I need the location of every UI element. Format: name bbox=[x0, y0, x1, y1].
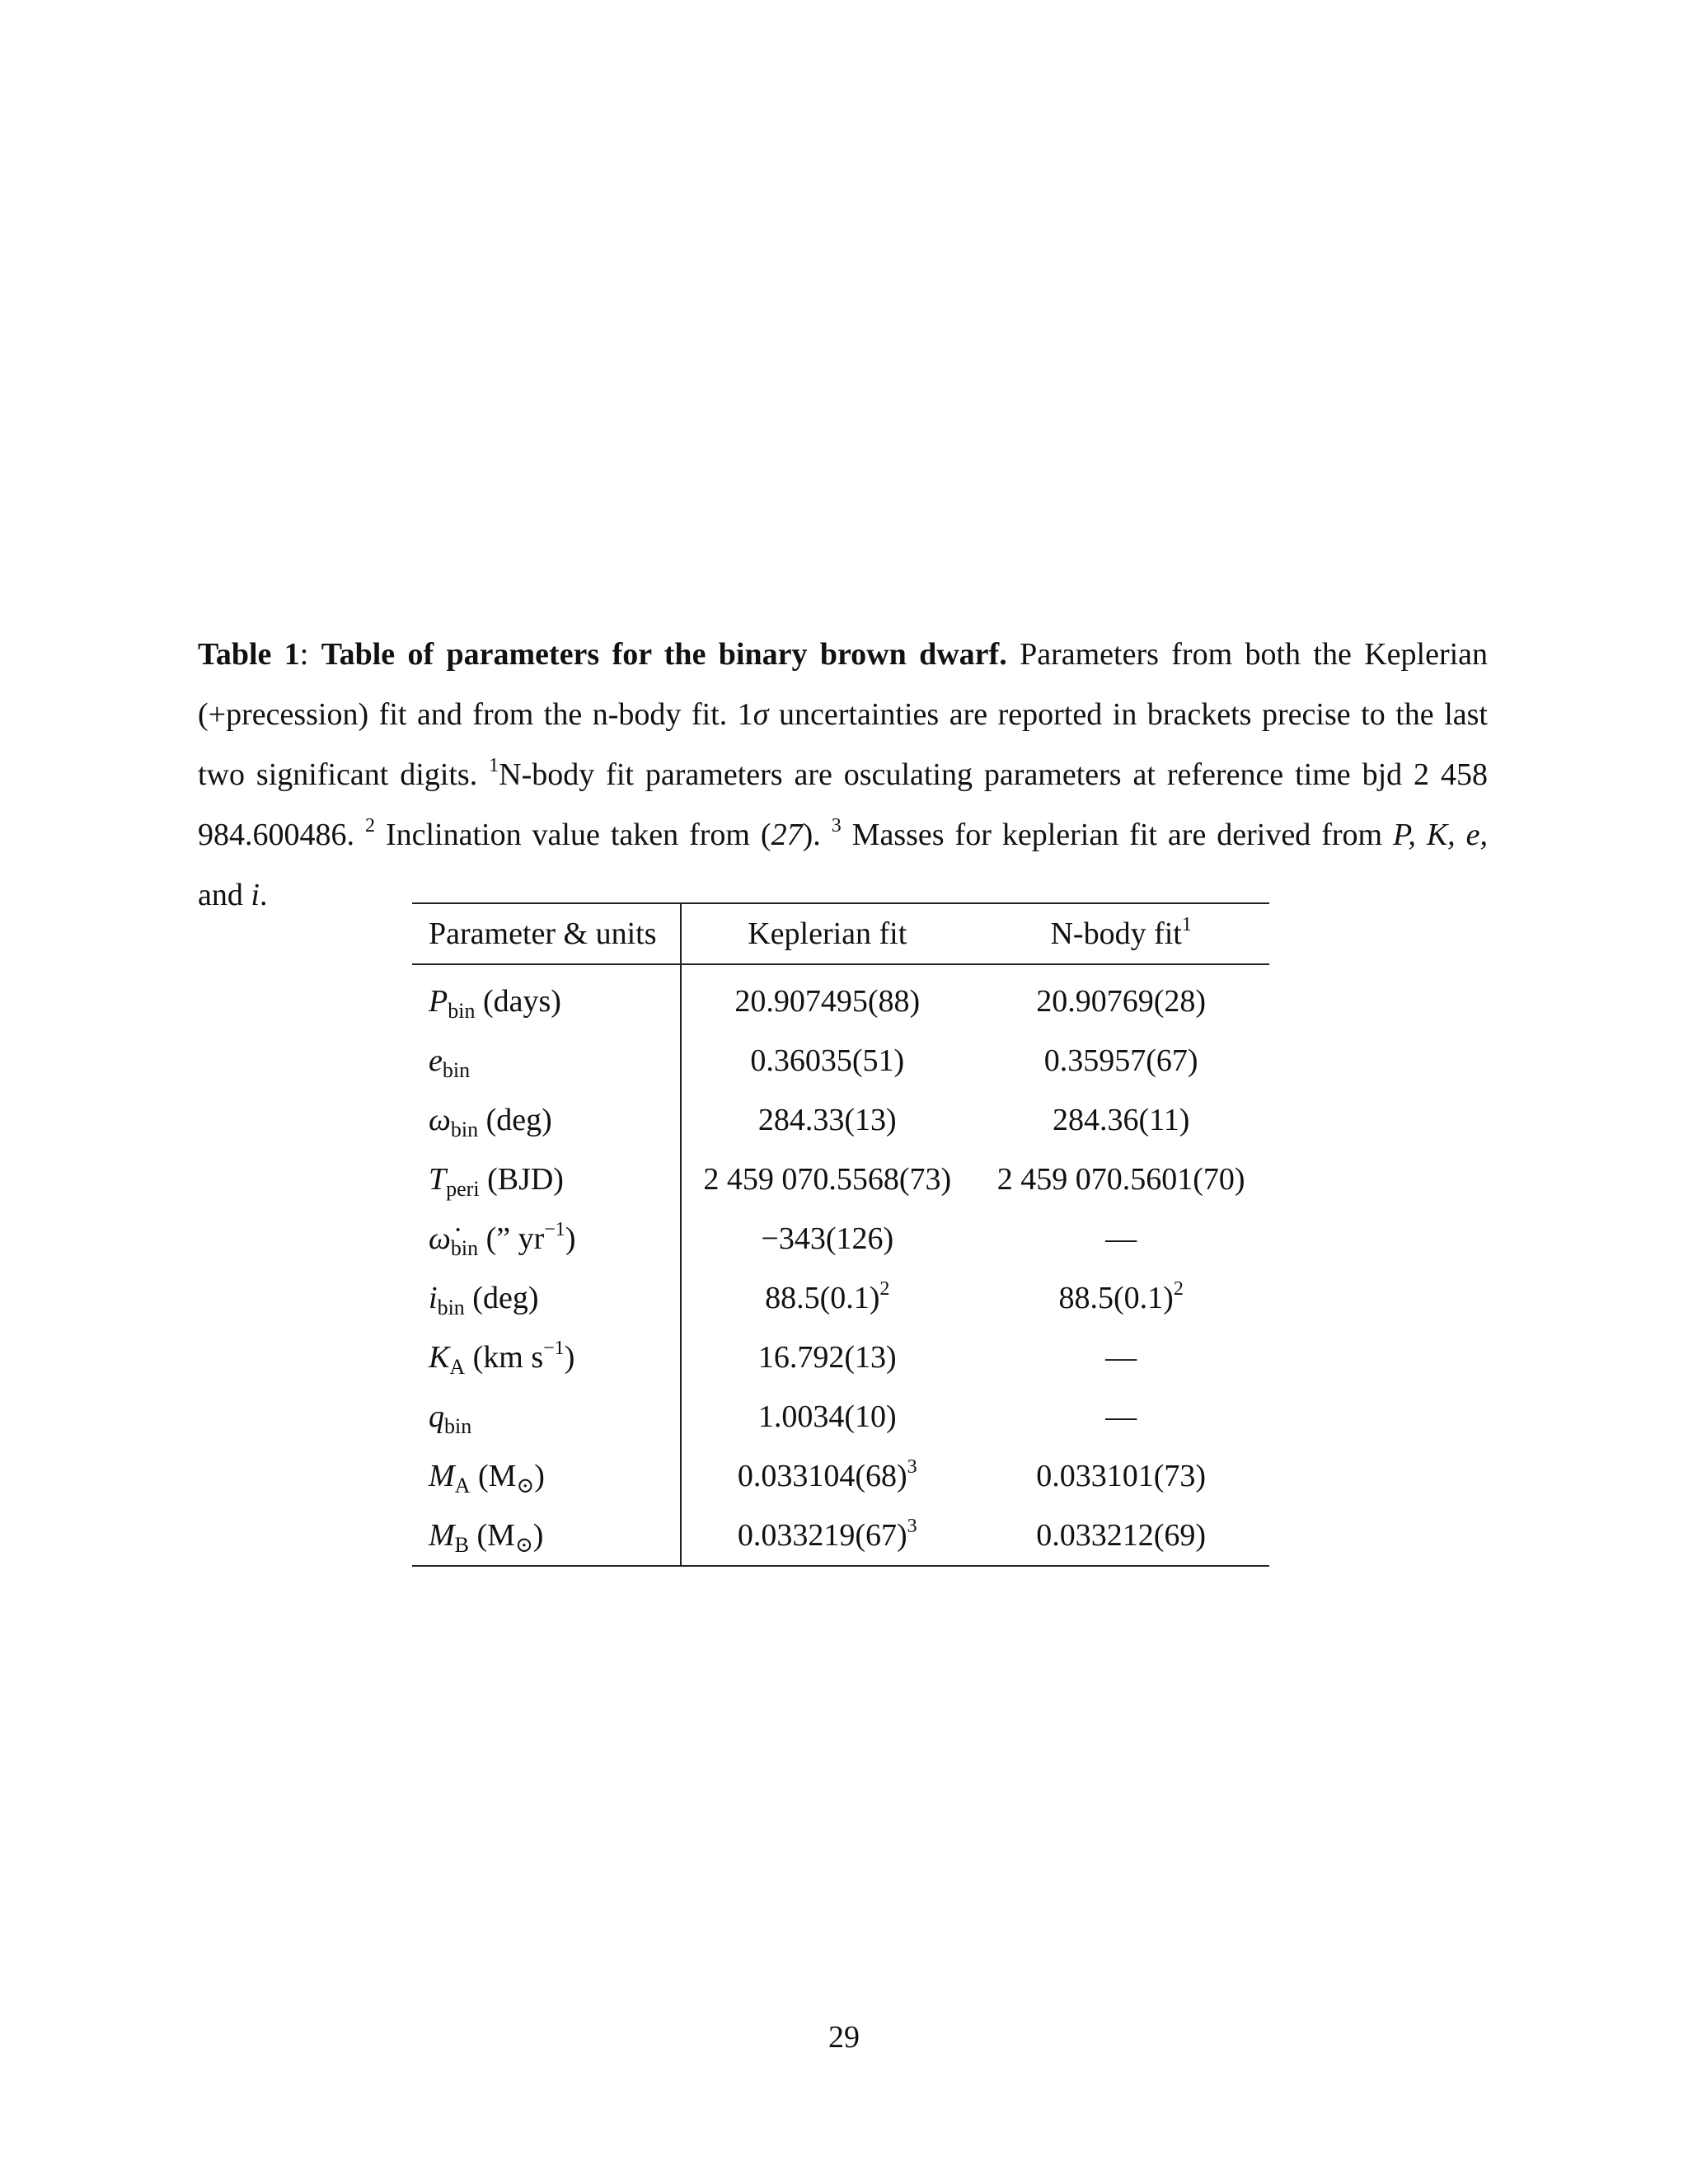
param-cell bbox=[412, 1031, 681, 1090]
table-row bbox=[412, 1506, 1269, 1566]
param-cell bbox=[412, 1506, 681, 1566]
param-subscript: bin bbox=[437, 1296, 465, 1319]
param-subscript: bin bbox=[444, 1414, 472, 1438]
param-subscript: B bbox=[454, 1533, 469, 1557]
keplerian-value-text: 0.36035(51) bbox=[750, 1043, 905, 1078]
caption-sigma: σ bbox=[753, 697, 769, 732]
param-unit: (km s bbox=[465, 1340, 544, 1375]
param-subscript: peri bbox=[446, 1177, 480, 1201]
param-symbol: M bbox=[429, 1459, 455, 1493]
keplerian-footnote: 3 bbox=[907, 1456, 917, 1478]
param-unit-sub: ⊙ bbox=[516, 1474, 535, 1497]
nbody-value bbox=[973, 1209, 1269, 1268]
header-nbody-label: N-body fit bbox=[1050, 916, 1182, 951]
nbody-value bbox=[973, 1031, 1269, 1090]
header-row bbox=[412, 903, 1269, 964]
param-subscript: A bbox=[449, 1355, 466, 1379]
param-symbol: e bbox=[429, 1043, 443, 1078]
param-unit: (days) bbox=[475, 984, 561, 1019]
param-unit-tail: ) bbox=[532, 1518, 544, 1553]
keplerian-footnote: 3 bbox=[907, 1516, 917, 1537]
keplerian-value-text: −343(126) bbox=[761, 1221, 894, 1256]
keplerian-value bbox=[681, 1090, 973, 1150]
param-cell bbox=[412, 1150, 681, 1209]
keplerian-value bbox=[681, 1031, 973, 1090]
keplerian-footnote: 2 bbox=[879, 1278, 890, 1300]
param-unit-sub: ⊙ bbox=[514, 1533, 533, 1557]
header-keplerian: Keplerian fit bbox=[748, 916, 907, 951]
nbody-value-text: 0.033212(69) bbox=[1036, 1518, 1207, 1553]
caption-text-3: N-body fit parameters are osculating parameters at reference time bjd 2 458 984.600486. bbox=[198, 757, 1488, 852]
table-row bbox=[412, 1209, 1269, 1268]
footnote-mark-1: 1 bbox=[489, 755, 499, 776]
param-cell bbox=[412, 1328, 681, 1387]
caption-text-5: ). bbox=[802, 818, 832, 852]
caption-text-7: and bbox=[198, 878, 251, 912]
keplerian-value bbox=[681, 1268, 973, 1328]
nbody-value-text: 88.5(0.1) bbox=[1058, 1281, 1174, 1315]
caption-text-1: Parameters from both the Keplerian (+precession) fit and from the n-body fit. 1 bbox=[198, 637, 1489, 732]
keplerian-value bbox=[681, 1387, 973, 1446]
param-cell bbox=[412, 1387, 681, 1446]
param-unit: (” yr bbox=[478, 1221, 545, 1256]
keplerian-value bbox=[681, 1446, 973, 1506]
caption-text-2: uncertainties are reported in brackets precise to the last two significant digits. bbox=[198, 697, 1488, 792]
keplerian-value-text: 1.0034(10) bbox=[757, 1399, 897, 1434]
caption-reference: 27 bbox=[771, 818, 803, 852]
keplerian-value-text: 88.5(0.1) bbox=[765, 1281, 880, 1315]
keplerian-value bbox=[681, 964, 973, 1031]
caption-title: Table of parameters for the binary brown dwarf. bbox=[321, 637, 1007, 672]
caption-text-8: . bbox=[259, 878, 268, 912]
nbody-value bbox=[973, 1090, 1269, 1150]
keplerian-value-text: 0.033104(68) bbox=[737, 1459, 907, 1493]
header-parameter: Parameter & units bbox=[412, 903, 681, 964]
param-symbol: q bbox=[429, 1399, 444, 1434]
keplerian-value-text: 284.33(13) bbox=[757, 1103, 897, 1137]
param-cell bbox=[412, 1268, 681, 1328]
table-row bbox=[412, 1150, 1269, 1209]
param-subscript: bin bbox=[442, 1058, 471, 1082]
nbody-value-text: 20.90769(28) bbox=[1036, 984, 1207, 1019]
caption-var-i: i bbox=[251, 878, 260, 912]
param-symbol: ω̇ bbox=[429, 1221, 451, 1256]
param-symbol: K bbox=[429, 1340, 450, 1375]
table-body bbox=[412, 964, 1269, 1566]
table-row bbox=[412, 1031, 1269, 1090]
caption-text-4: Inclination value taken from ( bbox=[374, 818, 771, 852]
param-unit: (M bbox=[469, 1518, 515, 1553]
header-nbody-mark: 1 bbox=[1181, 914, 1192, 935]
param-cell bbox=[412, 1209, 681, 1268]
param-unit-sup: −1 bbox=[543, 1338, 565, 1359]
param-subscript: A bbox=[454, 1474, 471, 1497]
table-row bbox=[412, 1387, 1269, 1446]
nbody-value bbox=[973, 1150, 1269, 1209]
param-unit-sup: −1 bbox=[544, 1219, 565, 1240]
keplerian-value bbox=[681, 1150, 973, 1209]
nbody-value-text: — bbox=[1105, 1399, 1137, 1434]
param-symbol: T bbox=[429, 1162, 447, 1197]
nbody-value-text: — bbox=[1105, 1340, 1137, 1375]
caption-label: Table 1 bbox=[198, 637, 300, 672]
keplerian-value bbox=[681, 1209, 973, 1268]
param-unit: (deg) bbox=[464, 1281, 539, 1315]
nbody-footnote: 2 bbox=[1173, 1278, 1184, 1300]
nbody-value bbox=[973, 1387, 1269, 1446]
nbody-value bbox=[973, 1268, 1269, 1328]
param-unit: (BJD) bbox=[479, 1162, 564, 1197]
caption-colon: : bbox=[299, 637, 321, 672]
nbody-value bbox=[973, 1506, 1269, 1566]
caption-text-6: Masses for keplerian fit are derived from bbox=[841, 818, 1394, 852]
footnote-mark-3: 3 bbox=[831, 815, 842, 837]
keplerian-value-text: 0.033219(67) bbox=[737, 1518, 907, 1553]
nbody-value bbox=[973, 1446, 1269, 1506]
param-subscript: bin bbox=[450, 1118, 479, 1141]
table-caption bbox=[198, 625, 1488, 926]
param-symbol: P bbox=[429, 984, 448, 1019]
nbody-value bbox=[973, 964, 1269, 1031]
header-nbody bbox=[973, 903, 1269, 964]
param-unit-tail: ) bbox=[534, 1459, 545, 1493]
keplerian-value bbox=[681, 1328, 973, 1387]
nbody-value-text: — bbox=[1105, 1221, 1137, 1256]
param-subscript: bin bbox=[450, 1236, 479, 1260]
table-row bbox=[412, 1090, 1269, 1150]
keplerian-value-text: 20.907495(88) bbox=[734, 984, 921, 1019]
param-cell bbox=[412, 1446, 681, 1506]
param-unit-tail: ) bbox=[564, 1340, 575, 1375]
param-subscript: bin bbox=[448, 999, 476, 1023]
param-unit: (deg) bbox=[478, 1103, 552, 1137]
caption-vars: P, K, e, bbox=[1393, 818, 1489, 852]
page-number: 29 bbox=[828, 2020, 860, 2055]
parameters-table bbox=[412, 902, 1269, 1567]
param-unit-tail: ) bbox=[565, 1221, 576, 1256]
table-row bbox=[412, 1268, 1269, 1328]
nbody-value-text: 284.36(11) bbox=[1052, 1103, 1190, 1137]
param-symbol: M bbox=[429, 1518, 455, 1553]
param-unit: (M bbox=[470, 1459, 517, 1493]
keplerian-value-text: 2 459 070.5568(73) bbox=[703, 1162, 952, 1197]
footnote-mark-2: 2 bbox=[364, 815, 375, 837]
nbody-value-text: 0.033101(73) bbox=[1036, 1459, 1207, 1493]
nbody-value bbox=[973, 1328, 1269, 1387]
param-cell bbox=[412, 1090, 681, 1150]
keplerian-value-text: 16.792(13) bbox=[757, 1340, 897, 1375]
table-row bbox=[412, 1328, 1269, 1387]
param-cell bbox=[412, 964, 681, 1031]
param-symbol: i bbox=[429, 1281, 438, 1315]
table-header bbox=[412, 903, 1269, 964]
param-symbol: ω bbox=[429, 1103, 451, 1137]
keplerian-value bbox=[681, 1506, 973, 1566]
table-row bbox=[412, 964, 1269, 1031]
nbody-value-text: 0.35957(67) bbox=[1043, 1043, 1198, 1078]
nbody-value-text: 2 459 070.5601(70) bbox=[996, 1162, 1245, 1197]
table-row bbox=[412, 1446, 1269, 1506]
